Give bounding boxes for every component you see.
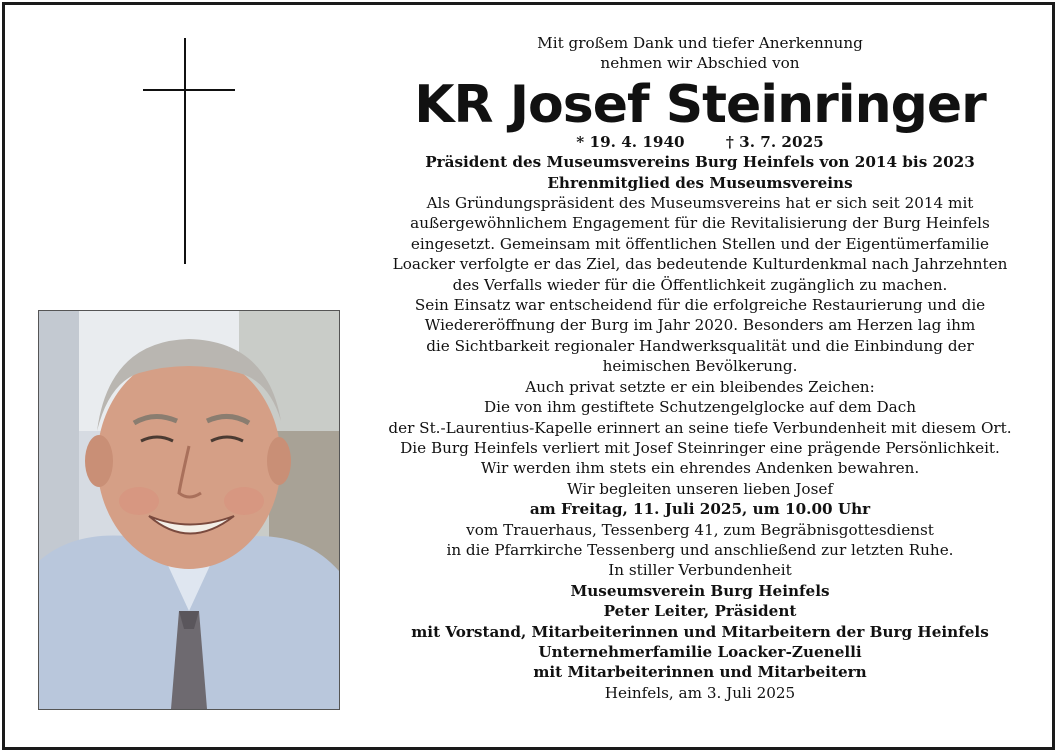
text-line: die Sichtbarkeit regionaler Handwerksqualität und die Einbindung der [426,336,974,355]
death-date: † 3. 7. 2025 [725,132,824,151]
text-line: eingesetzt. Gemeinsam mit öffentlichen Stellen und der Eigentümerfamilie [410,234,990,253]
life-dates [370,132,1030,152]
cross-vertical-bar [184,38,186,264]
place-date: Heinfels, am 3. Juli 2025 [604,683,796,702]
text-line: Loacker verfolgte er das Ziel, das bedeutende Kulturdenkmal nach Jahrzehnten [392,255,1008,274]
role-line-1: Präsident des Museumsvereins Burg Heinfels von 2014 bis 2023 [425,153,975,172]
birth-date: * 19. 4. 1940 [576,132,685,151]
cross-horizontal-bar [143,89,235,91]
role-line-2: Ehrenmitglied des Museumsvereins [547,173,853,192]
text-line: Wir werden ihm stets ein ehrendes Andenken bewahren. [480,459,920,478]
intro-line-2: nehmen wir Abschied von [600,54,800,73]
text-line: heimischen Bevölkerung. [602,357,798,376]
text-line: Sein Einsatz war entscheidend für die erfolgreiche Restaurierung und die [414,296,986,315]
text-line: Als Gründungspräsident des Museumsvereins hat er sich seit 2014 mit [426,194,974,213]
text-line: Die Burg Heinfels verliert mit Josef Steinringer eine prägende Persönlichkeit. [400,438,1000,457]
text-line: des Verfalls wieder für die Öffentlichkeit zugänglich zu machen. [452,275,948,294]
signer-line: Unternehmerfamilie Loacker-Zuenelli [538,642,862,661]
funeral-date: am Freitag, 11. Juli 2025, um 10.00 Uhr [529,500,871,519]
intro-line-1: Mit großem Dank und tiefer Anerkennung [537,34,863,52]
signer-line: mit Mitarbeiterinnen und Mitarbeitern [533,663,867,682]
text-line: Auch privat setzte er ein bleibendes Zeichen: [525,377,875,396]
funeral-intro: Wir begleiten unseren lieben Josef [567,479,833,498]
portrait-illustration [39,311,339,709]
text-line: außergewöhnlichem Engagement für die Revitalisierung der Burg Heinfels [410,214,990,233]
funeral-line-1: vom Trauerhaus, Tessenberg 41, zum Begräbnisgottesdienst [466,520,934,539]
funeral-line-2: in die Pfarrkirche Tessenberg und anschließend zur letzten Ruhe. [446,540,954,559]
text-line: der St.-Laurentius-Kapelle erinnert an seine tiefe Verbundenheit mit diesem Ort. [388,418,1012,437]
closing-line: In stiller Verbundenheit [608,561,792,580]
signer-line: Peter Leiter, Präsident [603,602,797,621]
text-line: Die von ihm gestiftete Schutzengelglocke auf dem Dach [483,398,917,417]
obituary-text [370,33,1030,703]
text-line: Wiedereröffnung der Burg im Jahr 2020. Besonders am Herzen lag ihm [424,316,976,335]
signer-line: Museumsverein Burg Heinfels [570,581,830,600]
deceased-name: KR Josef Steinringer [414,74,986,135]
portrait-photo [38,310,340,710]
signer-line: mit Vorstand, Mitarbeiterinnen und Mitarbeitern der Burg Heinfels [411,622,989,641]
